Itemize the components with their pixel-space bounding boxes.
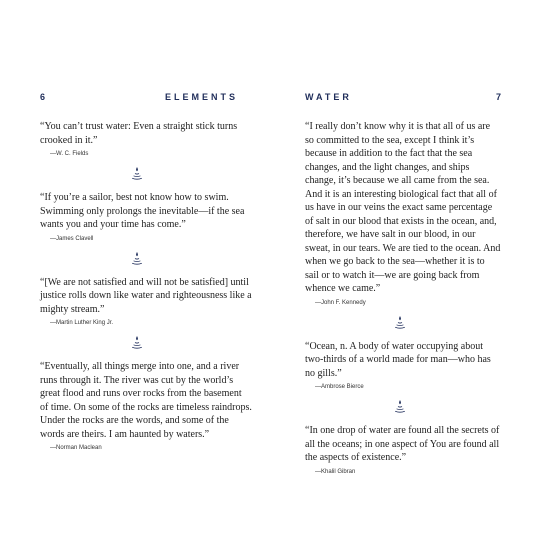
quote-block: [305, 120, 501, 307]
page-number-right: 7: [495, 92, 501, 102]
quote-text: “[We are not satisfied and will not be satisfied] until justice rolls down like water and righteousness like a mighty stream.”: [40, 276, 252, 315]
water-drop-ripple-icon: [130, 251, 144, 266]
quote-attribution: —W. C. Fields: [50, 151, 89, 157]
quote-attribution: —Norman Maclean: [50, 445, 102, 451]
quote-attribution: —Ambrose Bierce: [315, 384, 364, 390]
page-number-left: 6: [40, 92, 46, 102]
quote-block: [40, 360, 252, 452]
running-head-left: ELEMENTS: [164, 92, 238, 102]
right-page: [305, 92, 501, 476]
quote-text: “I really don’t know why it is that all of us are so committed to the sea, except I think it’s because in addition to the fact that the sea changes, and the light changes, and ships change, it’s because we all came from the sea. And it is an interesting biological fact that all of us have in our veins the exact same percentage of salt in our blood that exists in the ocean, and, therefore, we have salt in our blood, in our sweat, in our tears. We are tied to the ocean. And when we go back to the sea—whether it is to sail or to watch it—we are going back from whence we came.”: [305, 121, 501, 294]
quote-block: [40, 120, 252, 158]
quote-text: “You can’t trust water: Even a straight stick turns crooked in it.”: [40, 121, 238, 146]
quote-attribution: —John F. Kennedy: [315, 299, 366, 306]
left-page-header: [40, 92, 252, 106]
quote-block: [305, 340, 501, 392]
quote-text: “If you’re a sailor, best not know how to swim. Swimming only prolongs the inevitable—if the sea wants you and your time has come.”: [40, 192, 245, 230]
water-drop-ripple-icon: [130, 166, 144, 181]
quote-block: [305, 424, 501, 476]
water-drop-ripple-icon: [393, 399, 407, 414]
quote-text: “Ocean, n. A body of water occupying about two-thirds of a world made for man—who has no gills.”: [305, 340, 491, 379]
left-page: [40, 92, 252, 452]
water-drop-ripple-icon: [130, 335, 144, 350]
water-drop-ripple-icon: [393, 315, 407, 330]
quote-attribution: —Khalil Gibran: [315, 468, 356, 475]
right-page-header: [305, 92, 501, 106]
quote-text: “Eventually, all things merge into one, and a river runs through it. The river was cut by the world’s great flood and runs over rocks from the basement of time. On some of the rocks are timeless raindrops. Under the rocks are the words, and some of the words are theirs. I am haunted by waters.”: [40, 361, 252, 440]
quote-block: [40, 276, 252, 328]
quote-text: “In one drop of water are found all the secrets of all the oceans; in one aspect of You are found all the aspects of existence.”: [305, 425, 500, 463]
quote-attribution: —Martin Luther King Jr.: [50, 320, 114, 326]
quote-block: [40, 191, 252, 243]
running-head-right: WATER: [305, 92, 352, 102]
quote-attribution: —James Clavell: [50, 235, 94, 242]
